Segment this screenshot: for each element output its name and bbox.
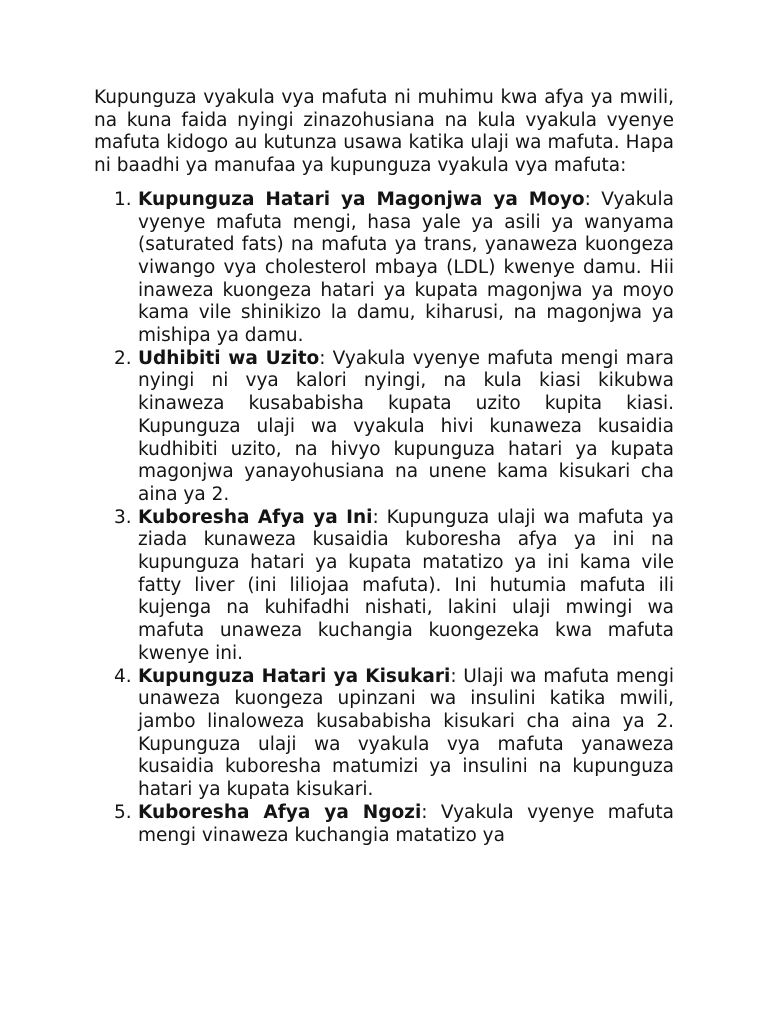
list-item-heading: Kupunguza Hatari ya Magonjwa ya Moyo [138,188,585,210]
list-item-number: 3. [114,506,132,528]
list-item [94,189,674,348]
list-item-body: : Vyakula vyenye mafuta mengi vinaweza kuchangia matatizo ya [138,801,674,846]
list-item-body: : Kupunguza ulaji wa mafuta ya ziada kunaweza kusaidia kuboresha afya ya ini na kupunguza hatari ya kupata matatizo ya ini kama vile fatty liver (ini liliojaa mafuta). Ini hutumia mafuta ili kujenga na kuhifadhi nishati, lakini ulaji mwingi wa mafuta unaweza kuchangia kuongezeka kwa mafuta kwenye ini. [138,506,675,664]
list-item-number: 4. [114,665,132,687]
list-item [94,507,674,666]
list-item-number: 2. [114,347,132,369]
list-item-heading: Kupunguza Hatari ya Kisukari [138,665,451,687]
intro-paragraph: Kupunguza vyakula vya mafuta ni muhimu kwa afya ya mwili, na kuna faida nyingi zinazohusiana na kula vyakula vyenye mafuta kidogo au kutunza usawa katika ulaji wa mafuta. Hapa ni baadhi ya manufaa ya kupunguza vyakula vya mafuta: [94,87,674,177]
list-item-heading: Kuboresha Afya ya Ini [138,506,373,528]
list-item [94,348,674,507]
list-item-heading: Kuboresha Afya ya Ngozi [138,801,422,823]
list-item-number: 1. [114,188,132,210]
list-item-body: : Vyakula vyenye mafuta mengi mara nyingi ni vya kalori nyingi, na kula kiasi kikubwa kinaweza kusababisha kupata uzito kupita kiasi. Kupunguza ulaji wa vyakula hivi kunaweza kusaidia kudhibiti uzito, na hivyo kupunguza hatari ya kupata magonjwa yanayohusiana na unene kama kisukari cha aina ya 2. [138,347,675,505]
list-item-number: 5. [114,801,132,823]
list-item [94,802,674,847]
benefits-list [94,189,674,847]
list-item-body: : Vyakula vyenye mafuta mengi, hasa yale ya asili ya wanyama (saturated fats) na mafuta ya trans, yanaweza kuongeza viwango vya cholesterol mbaya (LDL) kwenye damu. Hii inaweza kuongeza hatari ya kupata magonjwa ya moyo kama vile shinikizo la damu, kiharusi, na magonjwa ya mishipa ya damu. [138,188,674,347]
document-page [94,87,674,847]
list-item-body: : Ulaji wa mafuta mengi unaweza kuongeza upinzani wa insulini katika mwili, jambo linaloweza kusababisha kisukari cha aina ya 2. Kupunguza ulaji wa vyakula vya mafuta yanaweza kusaidia kuboresha matumizi ya insulini na kupunguza hatari ya kupata kisukari. [138,665,674,801]
list-item [94,666,674,802]
list-item-heading: Udhibiti wa Uzito [138,347,320,369]
